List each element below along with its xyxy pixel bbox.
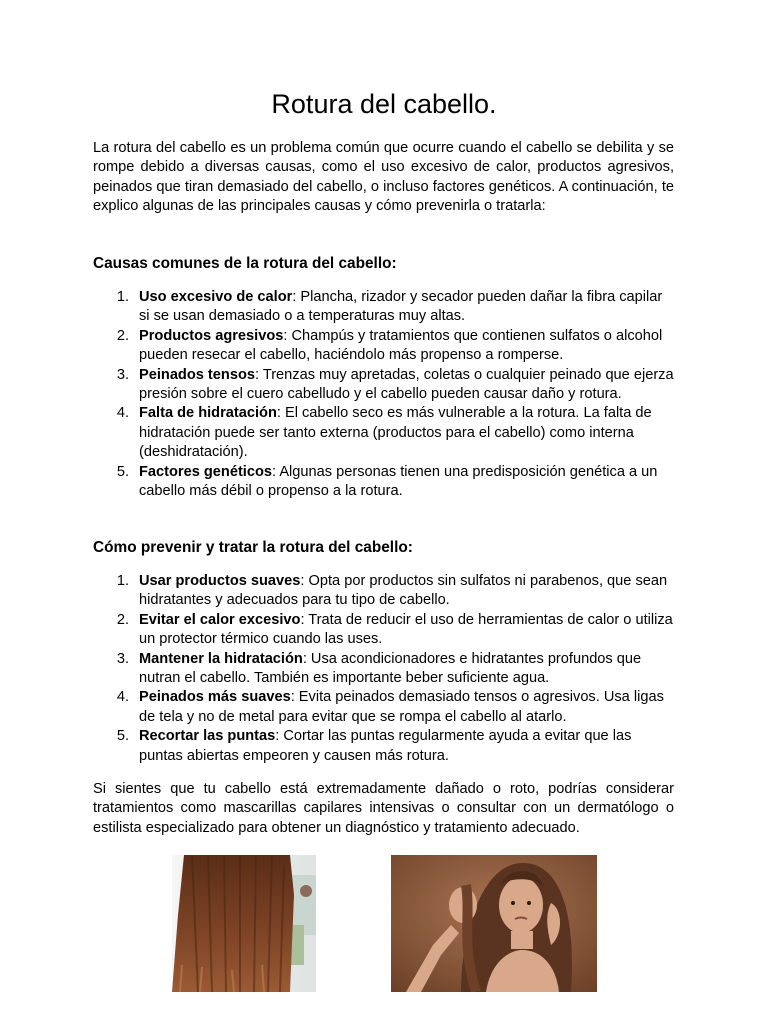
list-item: 5. Recortar las puntas: Cortar las puntas regularmente ayuda a evitar que las puntas abiertas empeoren y causen más rotura.	[116, 728, 632, 764]
list-item: 3. Mantener la hidratación: Usa acondicionadores e hidratantes profundos que nutran el cabello. También es importante beber suficiente agua.	[116, 650, 642, 687]
causes-list	[93, 288, 674, 501]
list-item-term: Evitar el calor excesivo	[139, 611, 301, 628]
list-item-text: : Cortar las puntas regularmente ayuda a evitar que las puntas abiertas empeoren y causen más rotura.	[139, 728, 632, 764]
page-title: Rotura del cabello.	[271, 89, 497, 119]
damaged-hair-back-photo	[172, 855, 316, 992]
intro-paragraph: La rotura del cabello es un problema común que ocurre cuando el cabello se debilita y se rompe debido a diversas causas, como el uso excesivo de calor, productos agresivos, peinados que tiran demasiado del cabello, o incluso factores genéticos. A continuación, te explico algunas de las principales causas y cómo prevenirla o tratarla:	[93, 140, 674, 215]
list-item-text: : Trenzas muy apretadas, coletas o cualquier peinado que ejerza presión sobre el cuero cabelludo y el cabello pueden causar daño y rotura.	[139, 366, 674, 403]
list-item: 1. Uso excesivo de calor: Plancha, rizador y secador pueden dañar la fibra capilar si se usan demasiado o a temperaturas muy altas.	[116, 289, 663, 325]
list-item-term: Uso excesivo de calor	[139, 289, 293, 305]
woman-holding-damaged-hair-photo	[391, 855, 597, 992]
list-item-text: : El cabello seco es más vulnerable a la rotura. La falta de hidratación puede ser tanto externa (productos para el cabello) como interna (deshidratación).	[139, 405, 652, 461]
list-item: 4. Falta de hidratación: El cabello seco es más vulnerable a la rotura. La falta de hidratación puede ser tanto externa (productos para el cabello) como interna (deshidratación).	[116, 405, 652, 461]
list-item: 2. Productos agresivos: Champús y tratamientos que contienen sulfatos o alcohol pueden resecar el cabello, haciéndolo más propenso a romperse.	[116, 327, 663, 364]
list-item-term: Peinados más suaves	[139, 689, 291, 706]
list-item-term: Factores genéticos	[139, 463, 273, 480]
list-item: 4. Peinados más suaves: Evita peinados demasiado tensos o agresivos. Usa ligas de tela y no de metal para evitar que se rompa el cabello al atarlo.	[116, 689, 664, 725]
list-item: 5. Factores genéticos: Algunas personas tienen una predisposición genética a un cabello más débil o propenso a la rotura.	[116, 463, 658, 500]
list-item-text: : Plancha, rizador y secador pueden dañar la fibra capilar si se usan demasiado o a temperaturas muy altas.	[139, 289, 663, 325]
list-item-term: Mantener la hidratación	[139, 650, 303, 667]
list-item: 2. Evitar el calor excesivo: Trata de reducir el uso de herramientas de calor o utiliza un protector térmico cuando las uses.	[116, 611, 673, 648]
list-item-text: : Usa acondicionadores e hidratantes profundos que nutran el cabello. También es importante beber suficiente agua.	[139, 650, 642, 687]
list-item-term: Productos agresivos	[139, 327, 284, 344]
list-item: 3. Peinados tensos: Trenzas muy apretadas, coletas o cualquier peinado que ejerza presión sobre el cuero cabelludo y el cabello pueden causar daño y rotura.	[116, 366, 674, 403]
list-item-term: Usar productos suaves	[139, 573, 301, 589]
causes-heading: Causas comunes de la rotura del cabello:	[93, 255, 397, 272]
list-item-text: : Evita peinados demasiado tensos o agresivos. Usa ligas de tela y no de metal para evitar que se rompa el cabello al atarlo.	[139, 689, 664, 725]
list-item-term: Falta de hidratación	[139, 405, 277, 422]
list-item-text: : Opta por productos sin sulfatos ni parabenos, que sean hidratantes y adecuados para tu tipo de cabello.	[139, 573, 668, 609]
list-item-text: : Trata de reducir el uso de herramientas de calor o utiliza un protector térmico cuando las uses.	[139, 611, 673, 648]
closing-paragraph: Si sientes que tu cabello está extremadamente dañado o roto, podrías considerar tratamientos como mascarillas capilares intensivas o consultar con un dermatólogo o estilista especializado para obtener un diagnóstico y tratamiento adecuado.	[93, 781, 674, 836]
list-item-text: : Champús y tratamientos que contienen sulfatos o alcohol pueden resecar el cabello, haciéndolo más propenso a romperse.	[139, 327, 663, 364]
prevent-list	[93, 572, 674, 766]
list-item-term: Recortar las puntas	[139, 728, 276, 745]
list-item-text: : Algunas personas tienen una predisposición genética a un cabello más débil o propenso a la rotura.	[139, 463, 658, 500]
list-item-term: Peinados tensos	[139, 366, 255, 383]
prevent-heading: Cómo prevenir y tratar la rotura del cabello:	[93, 539, 413, 556]
list-item: 1. Usar productos suaves: Opta por productos sin sulfatos ni parabenos, que sean hidratantes y adecuados para tu tipo de cabello.	[116, 573, 668, 609]
